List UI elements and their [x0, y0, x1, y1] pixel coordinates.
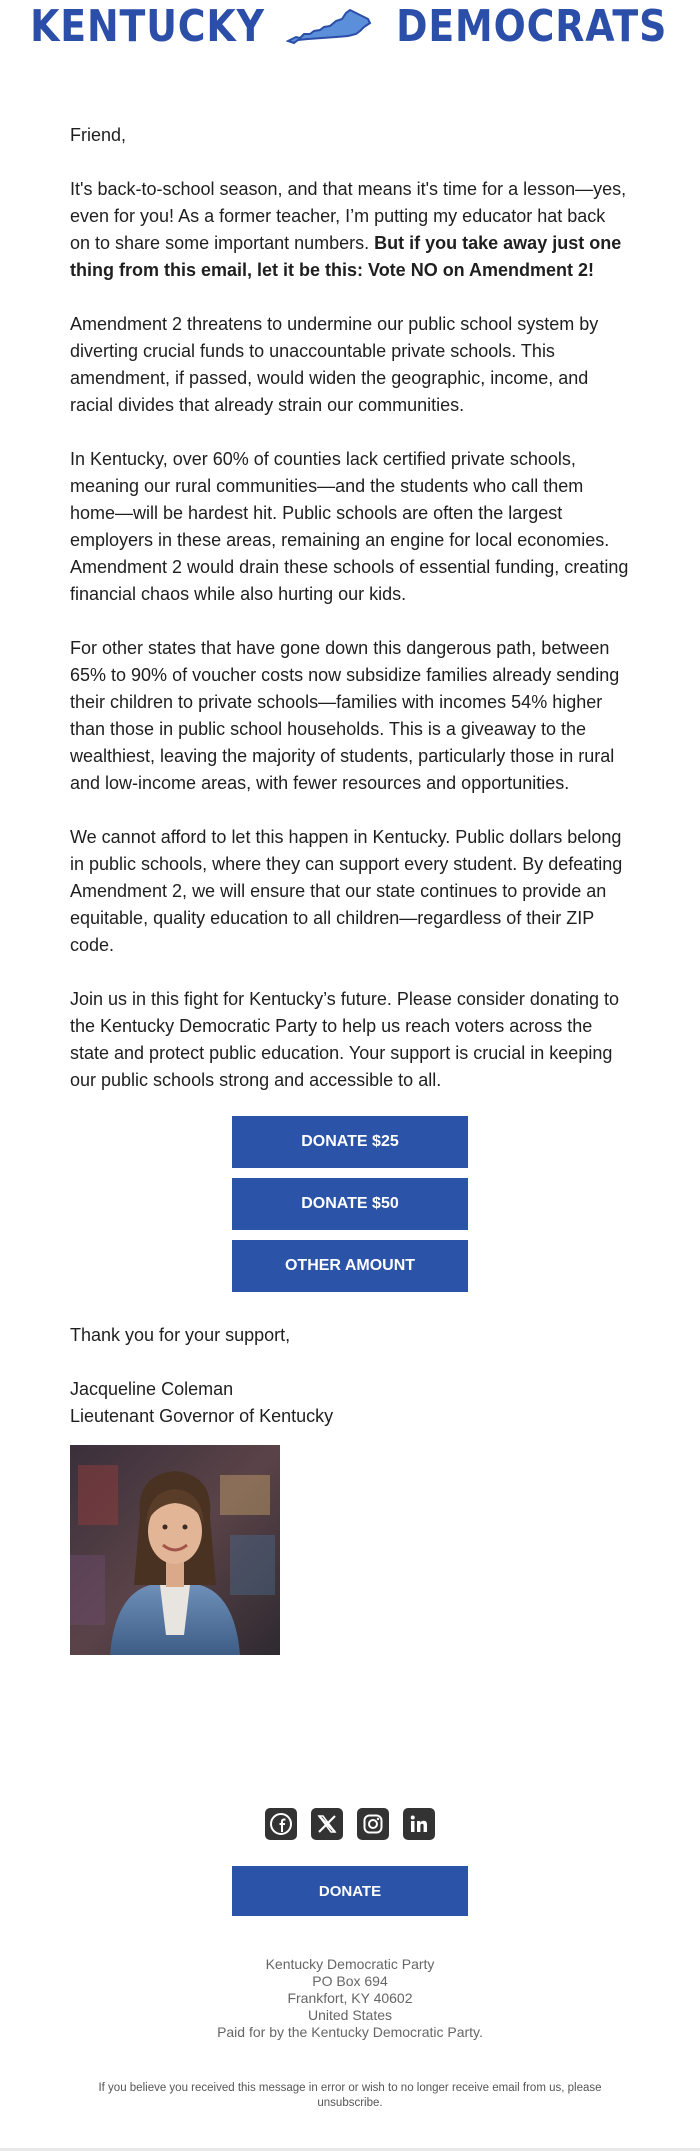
paragraph-public-dollars: We cannot afford to let this happen in Kentucky. Public dollars belong in public schools, where they can support every student. By defeating Amendment 2, we will ensure that our state continues to provide an equitable, quality education to all children—regardless of their ZIP code.: [70, 827, 623, 955]
paragraph-rural: In Kentucky, over 60% of counties lack certified private schools, meaning our rural communities—and the students who call them home—will be hardest hit. Public schools are often the largest employers in these areas, remaining an engine for local economies. Amendment 2 would drain these schools of essential funding, creating financial chaos while also hurting our kids.: [70, 449, 629, 604]
other-amount-button[interactable]: OTHER AMOUNT: [232, 1240, 468, 1292]
donate-50-button[interactable]: DONATE $50: [232, 1178, 468, 1230]
footer-address: [0, 1956, 700, 2041]
footer-po-box: PO Box 694: [312, 1973, 388, 1989]
footer-city: Frankfort, KY 40602: [287, 1990, 413, 2006]
footer-donate-button[interactable]: DONATE: [232, 1866, 468, 1916]
portrait-photo: [70, 1445, 280, 1655]
footer-note-period: .: [379, 2097, 383, 2109]
footer-note-text: If you believe you received this message in error or wish to no longer receive email from us, please: [98, 2082, 602, 2094]
footer-unsubscribe-note: [0, 2081, 700, 2111]
footer-org: Kentucky Democratic Party: [265, 1956, 435, 1972]
unsubscribe-link[interactable]: unsubscribe: [317, 2097, 380, 2109]
signoff-name: Jacqueline Coleman: [70, 1379, 234, 1399]
greeting: Friend,: [70, 125, 127, 145]
footer-paid-for: Paid for by the Kentucky Democratic Party.: [217, 2024, 483, 2040]
intro-text: It's back-to-school season, and that means it's time for a lesson—yes, even for you! As a former teacher, I’m putting my educator hat back on to share some important numbers.: [70, 179, 627, 253]
logo-text-right: DEMOCRATS: [395, 1, 668, 52]
header-logo[interactable]: [0, 0, 700, 60]
paragraph-threat: Amendment 2 threatens to undermine our public school system by diverting crucial funds to unaccountable private schools. This amendment, if passed, would widen the geographic, income, and racial divides that already strain our communities.: [70, 314, 599, 415]
linkedin-icon[interactable]: [403, 1808, 435, 1840]
signoff-thanks: Thank you for your support,: [70, 1325, 291, 1345]
signoff-title: Lieutenant Governor of Kentucky: [70, 1406, 334, 1426]
kentucky-state-icon: [286, 7, 372, 47]
social-links: [0, 1808, 700, 1840]
intro-bold-callout: But if you take away just one thing from this email, let it be this: Vote NO on Amendment 2!: [70, 233, 622, 280]
footer-country: United States: [307, 2007, 393, 2023]
paragraph-other-states: For other states that have gone down this dangerous path, between 65% to 90% of voucher costs now subsidize families already sending their children to private schools—families with incomes 54% higher than those in public school households. This is a giveaway to the wealthiest, leaving the majority of students, particularly those in rural and low-income areas, with fewer resources and opportunities.: [70, 638, 620, 793]
logo-text-left: KENTUCKY: [29, 1, 265, 52]
paragraph-join-us: Join us in this fight for Kentucky’s future. Please consider donating to the Kentucky Democratic Party to help us reach voters across the state and protect public education. Your support is crucial in keeping our public schools strong and accessible to all.: [70, 989, 619, 1090]
x-icon[interactable]: [311, 1808, 343, 1840]
donate-25-button[interactable]: DONATE $25: [232, 1116, 468, 1168]
facebook-icon[interactable]: [265, 1808, 297, 1840]
paragraph-intro: [70, 176, 630, 284]
instagram-icon[interactable]: [357, 1808, 389, 1840]
email-body: [70, 122, 630, 1121]
portrait-illustration: [70, 1445, 280, 1655]
